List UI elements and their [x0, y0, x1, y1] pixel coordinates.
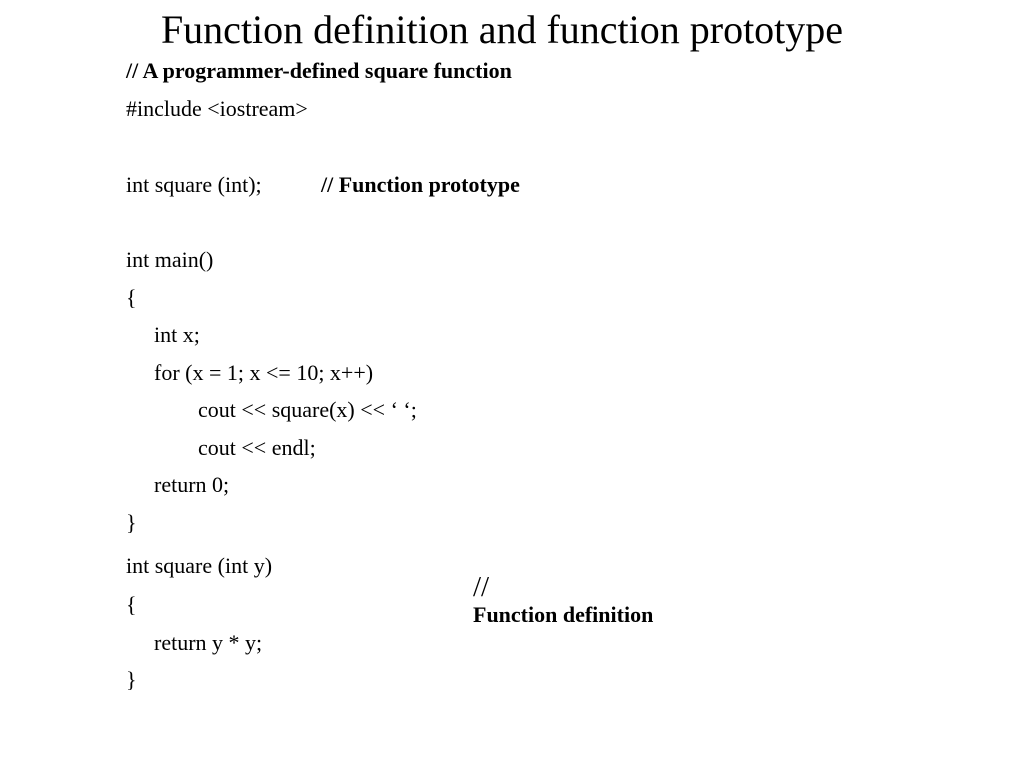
include-line: #include <iostream>: [126, 96, 308, 121]
cout-endl-line: cout << endl;: [198, 435, 316, 460]
cout-square-line: cout << square(x) << ‘ ‘;: [198, 397, 417, 422]
prototype-comment: // Function prototype: [321, 172, 520, 197]
return-zero-line: return 0;: [154, 472, 230, 497]
square-open-brace: {: [126, 592, 137, 617]
return-square-line: return y * y;: [154, 630, 263, 655]
definition-comment-text: Function definition: [473, 602, 654, 627]
main-open-brace: {: [126, 285, 137, 310]
prototype-code: int square (int);: [126, 172, 262, 197]
header-comment: // A programmer-defined square function: [126, 58, 512, 83]
decl-x-line: int x;: [154, 322, 200, 347]
for-loop-line: for (x = 1; x <= 10; x++): [154, 360, 374, 385]
definition-code: int square (int y): [126, 553, 273, 578]
definition-comment-slashes: //: [473, 571, 490, 603]
slide-title: Function definition and function prototype: [160, 7, 844, 52]
definition-comment: [440, 548, 653, 654]
square-close-brace: }: [126, 667, 137, 692]
main-close-brace: }: [126, 510, 137, 535]
main-signature: int main(): [126, 247, 214, 272]
